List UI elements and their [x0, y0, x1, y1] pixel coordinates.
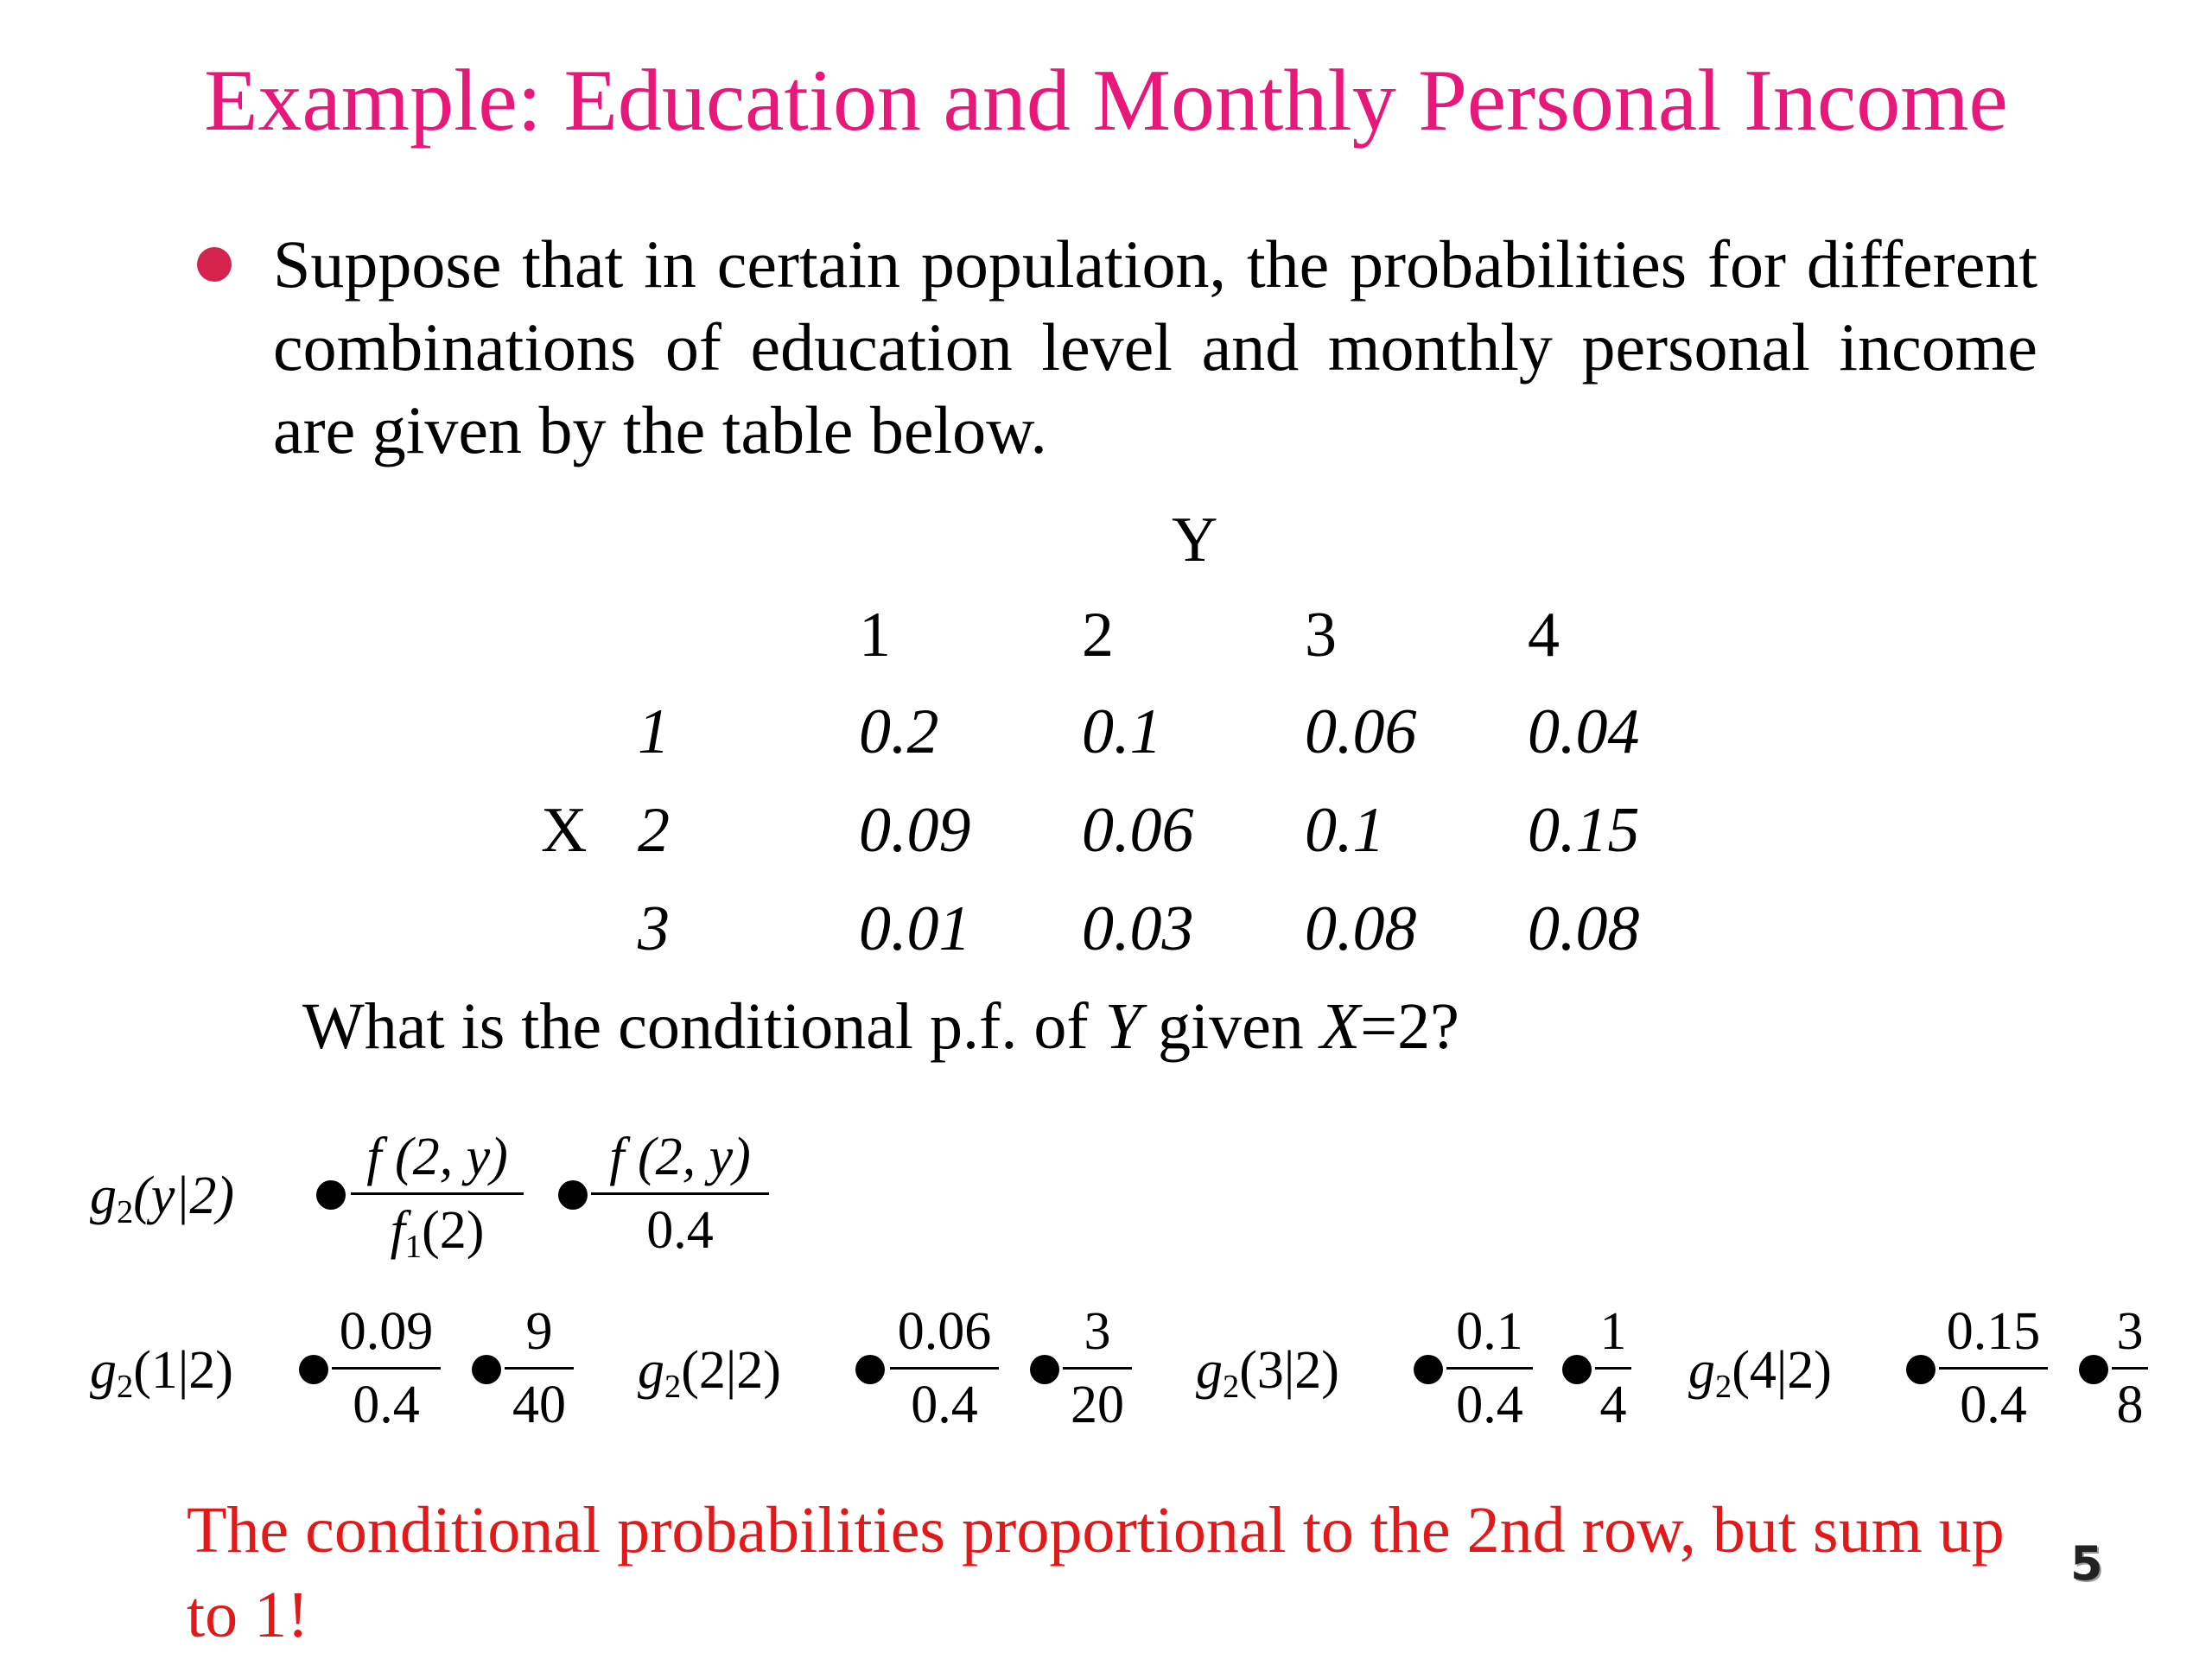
fraction-numerator: f (2, y): [609, 1128, 751, 1186]
row-label: 1: [638, 696, 670, 767]
g-args: (4|2): [1732, 1341, 1832, 1400]
fraction: [890, 1298, 999, 1439]
fraction-joint-over-constant: [591, 1123, 769, 1264]
fraction-denominator: 40: [512, 1376, 566, 1434]
fraction-bar: [1063, 1367, 1132, 1370]
column-header: 2: [1082, 600, 1114, 671]
fraction-numerator: 9: [525, 1302, 553, 1361]
g-subscript: 2: [1223, 1368, 1240, 1405]
fraction-bar: [2112, 1367, 2148, 1370]
fraction-numerator: 0.09: [339, 1302, 434, 1361]
fraction-bar: [591, 1192, 769, 1195]
g-symbol: g: [1196, 1341, 1223, 1400]
fraction: [1939, 1298, 2048, 1439]
column-header: 1: [859, 600, 891, 671]
equals-dot: [1030, 1355, 1059, 1384]
table-cell: 0.01: [859, 893, 971, 964]
g-symbol: g: [90, 1341, 117, 1400]
bullet-text: Suppose that in certain population, the probabilities for different combinations of education level and monthly personal income are given by the table below.: [273, 226, 2037, 467]
fraction: [332, 1298, 441, 1439]
formula-lhs: [90, 1163, 234, 1245]
slide-number: 5: [2070, 1536, 2103, 1591]
conditional-lhs: [1688, 1338, 1832, 1420]
equals-dot: [299, 1355, 328, 1384]
fraction-bar: [1595, 1367, 1631, 1370]
equals-dot: [1414, 1355, 1443, 1384]
question-var-x: X: [1319, 990, 1361, 1063]
fraction-numerator: f (2, y): [366, 1128, 508, 1186]
fraction-denominator: 0.4: [353, 1376, 420, 1434]
equals-dot: [1562, 1355, 1592, 1384]
g-args: (1|2): [133, 1341, 233, 1400]
column-header: 4: [1528, 600, 1560, 671]
fraction-numerator: 0.15: [1946, 1302, 2041, 1361]
fraction-bar: [890, 1367, 999, 1370]
fraction-denominator: 0.4: [646, 1201, 714, 1260]
table-cell: 0.08: [1305, 893, 1417, 964]
equals-dot: [558, 1180, 588, 1210]
fraction-denominator: 20: [1071, 1376, 1124, 1434]
conditional-lhs: [638, 1338, 781, 1420]
fraction-denominator: 4: [1599, 1376, 1627, 1434]
question-text: [302, 985, 1459, 1068]
g-args: (2|2): [681, 1341, 781, 1400]
fraction-numerator: 3: [2116, 1302, 2144, 1361]
f-args: (2): [422, 1201, 485, 1260]
table-cell: 0.1: [1305, 795, 1385, 866]
fraction: [1446, 1298, 1533, 1439]
fraction-denominator: 0.4: [1456, 1376, 1523, 1434]
column-header: 3: [1305, 600, 1337, 671]
g-subscript: 2: [1715, 1368, 1732, 1405]
table-cell: 0.06: [1082, 795, 1194, 866]
table-cell: 0.2: [859, 696, 939, 767]
question-suffix: =2?: [1360, 990, 1459, 1063]
table-cell: 0.04: [1528, 696, 1640, 767]
conditional-lhs: [1196, 1338, 1339, 1420]
g-args: (y|2): [133, 1166, 235, 1225]
fraction-joint-over-marginal: [351, 1123, 524, 1264]
f-subscript: 1: [404, 1228, 423, 1265]
table-cell: 0.03: [1082, 893, 1194, 964]
fraction-numerator: 3: [1084, 1302, 1111, 1361]
fraction: [505, 1298, 574, 1439]
fraction-bar: [505, 1367, 574, 1370]
g-args: (3|2): [1239, 1341, 1339, 1400]
fraction-denominator: 0.4: [1960, 1376, 2027, 1434]
row-label: 2: [638, 795, 670, 866]
fraction-denominator: [351, 1197, 524, 1264]
x-axis-label: X: [541, 795, 588, 866]
bottom-note: The conditional probabilities proportional to the 2nd row, but sum up to 1!: [187, 1494, 2005, 1651]
bullet-dot: [197, 247, 232, 282]
f-symbol: f: [390, 1201, 405, 1260]
g-symbol: g: [1688, 1341, 1715, 1400]
g-symbol: g: [90, 1166, 117, 1225]
y-axis-label: Y: [1172, 505, 1218, 575]
fraction-bar: [1446, 1367, 1533, 1370]
table-cell: 0.08: [1528, 893, 1640, 964]
fraction-denominator: 0.4: [911, 1376, 978, 1434]
table-cell: 0.15: [1528, 795, 1640, 866]
fraction-denominator: 8: [2116, 1376, 2144, 1434]
conditional-lhs: [90, 1338, 233, 1420]
table-cell: 0.06: [1305, 696, 1417, 767]
fraction-bar: [351, 1192, 524, 1195]
table-cell: 0.09: [859, 795, 971, 866]
equals-dot: [855, 1355, 885, 1384]
fraction: [2112, 1298, 2148, 1439]
equals-dot: [316, 1180, 346, 1210]
fraction-bar: [332, 1367, 441, 1370]
row-label: 3: [638, 893, 670, 964]
g-subscript: 2: [117, 1193, 134, 1230]
fraction-bar: [1939, 1367, 2048, 1370]
equals-dot: [472, 1355, 501, 1384]
g-subscript: 2: [664, 1368, 682, 1405]
fraction-numerator: 0.06: [897, 1302, 992, 1361]
slide-title: Example: Education and Monthly Personal Income: [204, 52, 2008, 149]
equals-dot: [1906, 1355, 1936, 1384]
question-mid: given: [1141, 990, 1320, 1063]
question-var-y: Y: [1104, 990, 1141, 1063]
fraction-numerator: 1: [1599, 1302, 1627, 1361]
fraction: [1063, 1298, 1132, 1439]
fraction-numerator: 0.1: [1456, 1302, 1523, 1361]
table-cell: 0.1: [1082, 696, 1162, 767]
question-prefix: What is the conditional p.f. of: [302, 990, 1105, 1063]
equals-dot: [2079, 1355, 2108, 1384]
g-subscript: 2: [117, 1368, 134, 1405]
g-symbol: g: [638, 1341, 664, 1400]
fraction: [1595, 1298, 1631, 1439]
